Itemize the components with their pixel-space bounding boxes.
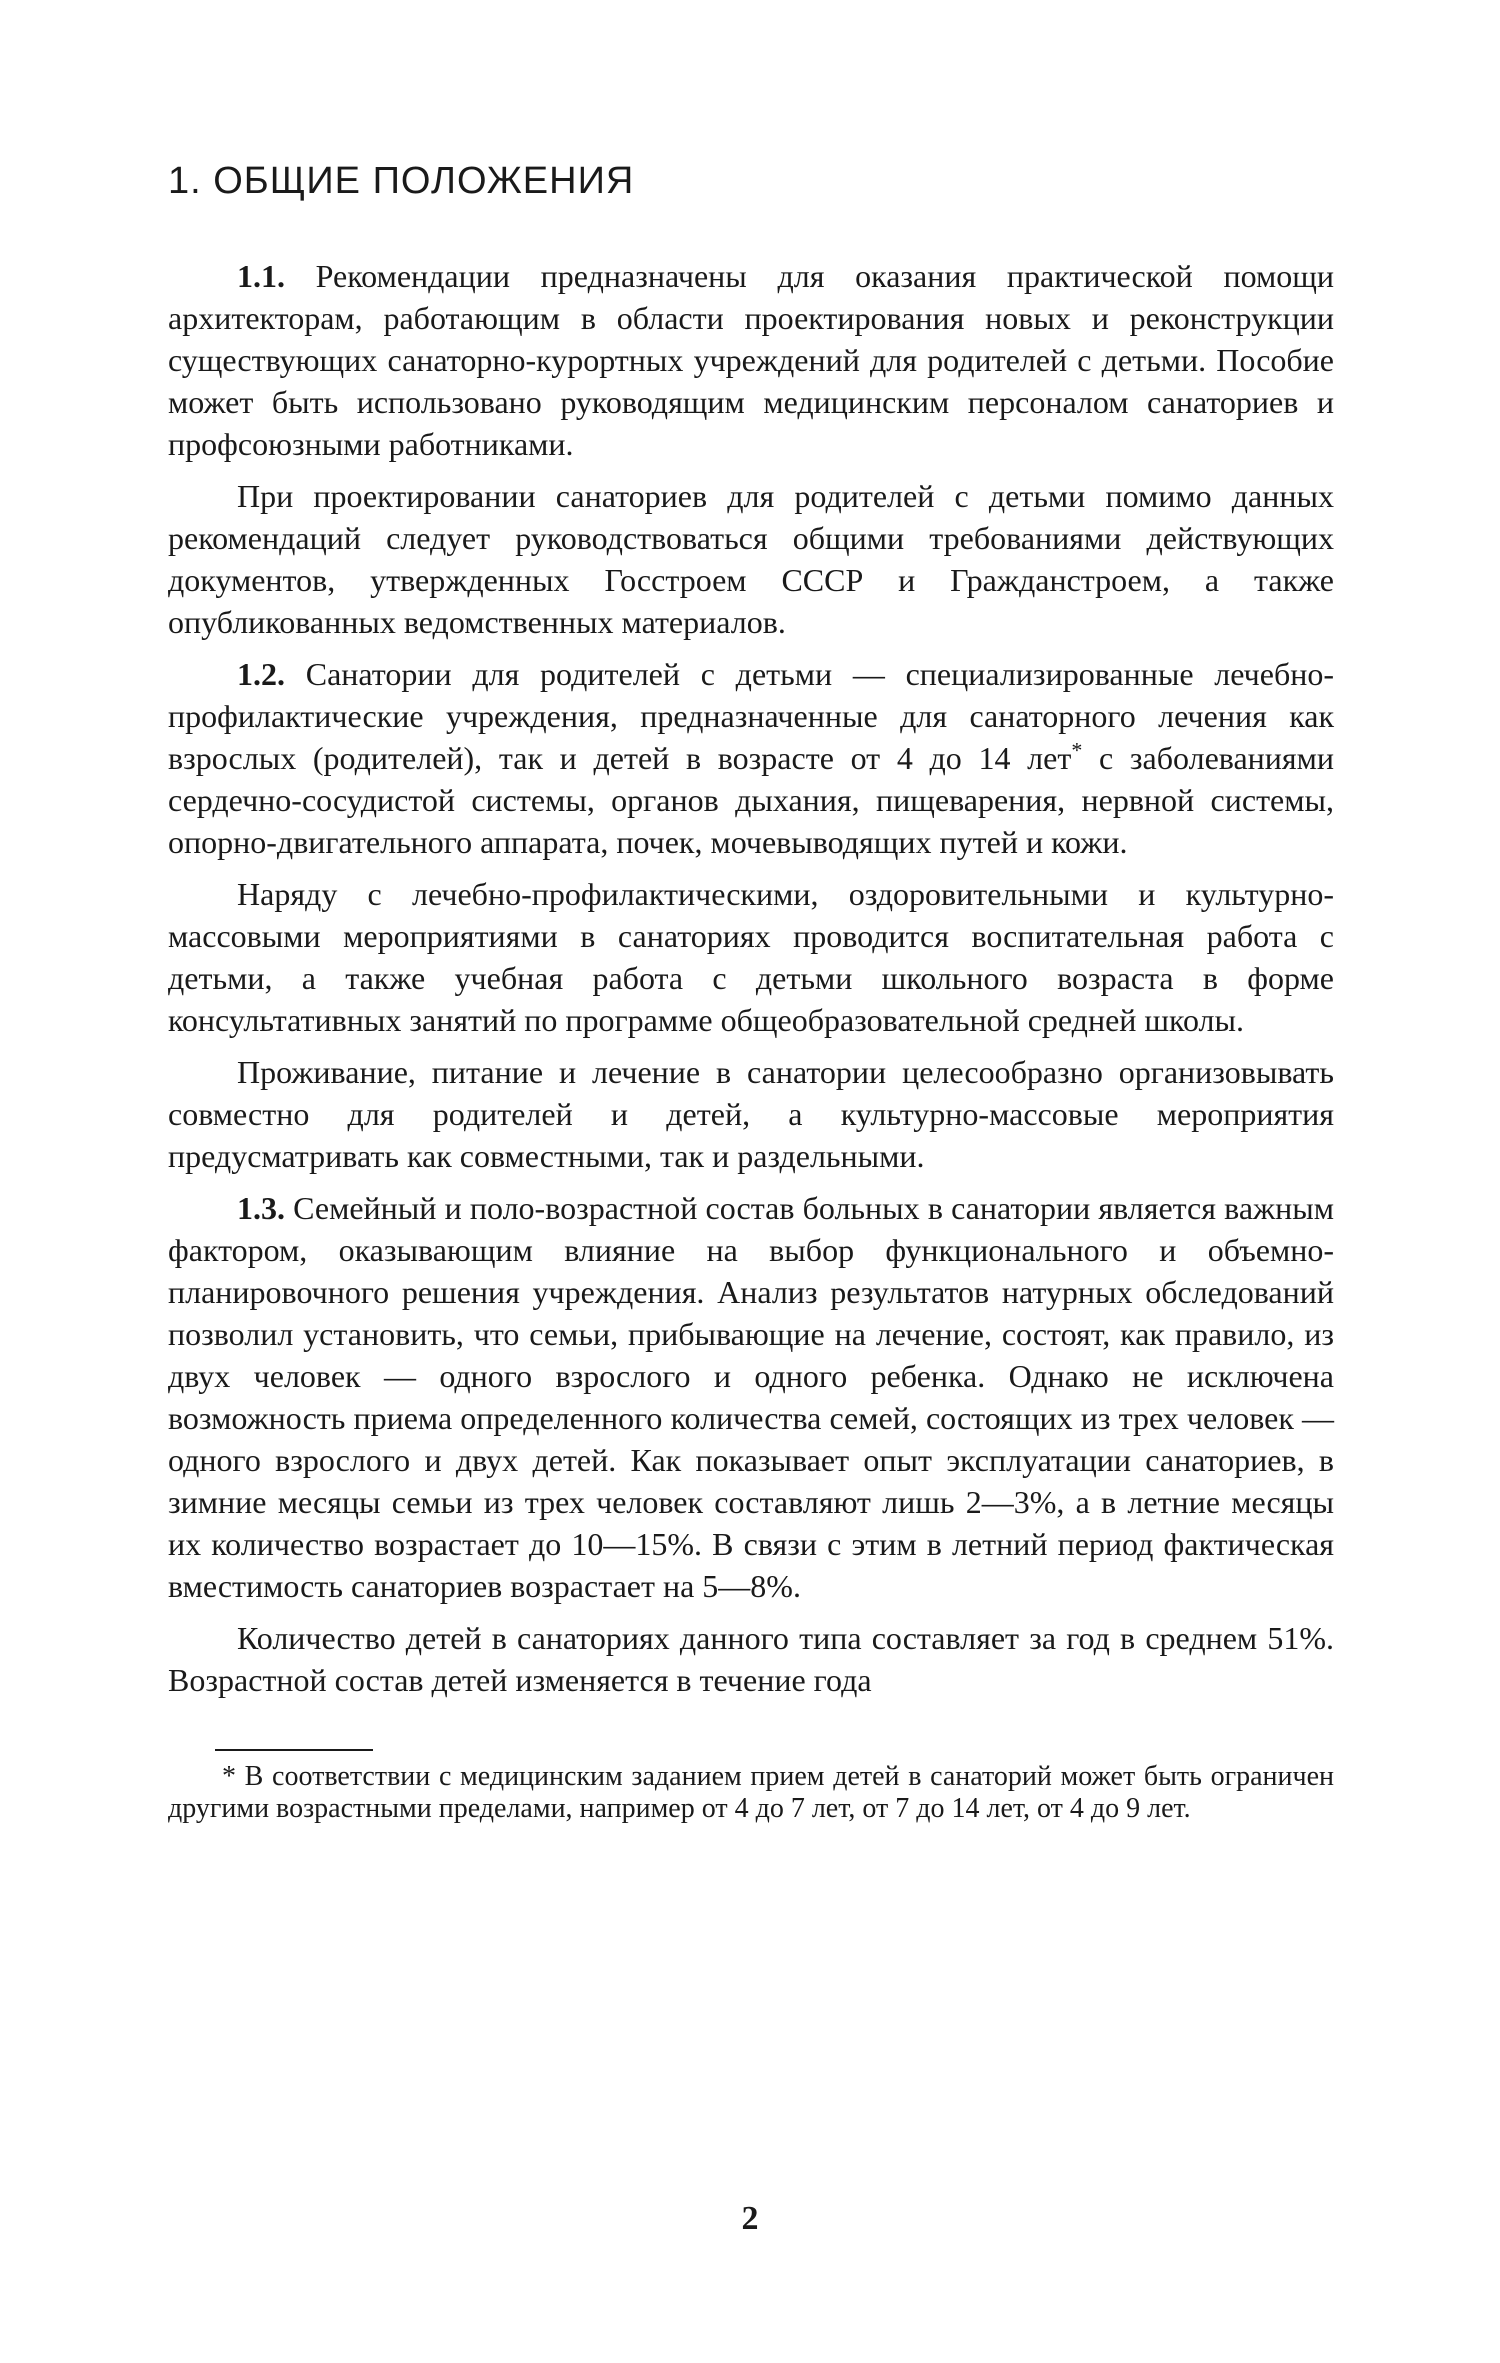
paragraph-text: Рекомендации предназначены для оказания практической помощи архитекторам, работающим в области проектирования новых и реконструкции существующих санаторно-курортных учреждений для родителей с детьми. Пособие может быть использовано руководящим медицинским персоналом санаториев и профсоюзными работниками.: [168, 258, 1334, 462]
paragraph-1-2: [168, 653, 1334, 863]
clause-number: 1.2.: [237, 656, 285, 692]
paragraph-text: с заболеваниями сердечно-сосудистой системы, органов дыхания, пищеварения, нервной системы, опорно-двигательного аппарата, почек, мочевыводящих путей и кожи.: [168, 740, 1335, 860]
paragraph-text: Санатории для родителей с детьми — специализированные лечебно-профилактические учреждения, предназначенные для санаторного лечения как взрослых (родителей), так и детей в возрасте от 4 до 14 лет: [168, 656, 1334, 776]
paragraph-accommodation: Проживание, питание и лечение в санатории целесообразно организовывать совместно для родителей и детей, а культурно-массовые мероприятия предусматривать как совместными, так и раздельными.: [168, 1054, 1334, 1174]
paragraph-1-1: [168, 255, 1334, 465]
section-title: 1. ОБЩИЕ ПОЛОЖЕНИЯ: [168, 160, 635, 202]
paragraph-text: Семейный и поло-возрастной состав больных в санатории является важным фактором, оказывающим влияние на выбор функционального и объемно-планировочного решения учреждения. Анализ результатов натурных обследований позволил установить, что семьи, прибывающие на лечение, состоят, как правило, из двух человек — одного взрослого и одного ребенка. Однако не исключена возможность приема определенного количества семей, состоящих из трех человек — одного взрослого и двух детей. Как показывает опыт эксплуатации санаториев, в зимние месяцы семьи из трех человек составляют лишь 2—3%, а в летние месяцы их количество возрастает до 10—15%. В связи с этим в летний период фактическая вместимость санаториев возрастает на 5—8%.: [168, 1190, 1334, 1604]
paragraph-children-count: Количество детей в санаториях данного типа составляет за год в среднем 51%. Возрастной состав детей изменяется в течение года: [168, 1620, 1334, 1698]
paragraph-educational-work: Наряду с лечебно-профилактическими, оздоровительными и культурно-массовыми мероприятиями в санаториях проводится воспитательная работа с детьми, а также учебная работа с детьми школьного возраста в форме консультативных занятий по программе общеобразовательной средней школы.: [168, 876, 1334, 1038]
clause-number: 1.3.: [237, 1190, 285, 1226]
document-page: [168, 160, 1334, 1825]
paragraph-design-guidance: При проектировании санаториев для родителей с детьми помимо данных рекомендаций следует руководствоваться общими требованиями действующих документов, утвержденных Госстроем СССР и Гражданстроем, а также опубликованных ведомственных материалов.: [168, 478, 1334, 640]
page-number: 2: [741, 2200, 759, 2237]
clause-number: 1.1.: [237, 258, 285, 294]
paragraph-1-3: [168, 1187, 1334, 1607]
footnote-mark: *: [1071, 737, 1083, 763]
footnote-divider: [215, 1749, 373, 1751]
footnote: * В соответствии с медицинским заданием прием детей в санаторий может быть ограничен другими возрастными пределами, например от 4 до 7 лет, от 7 до 14 лет, от 4 до 9 лет.: [168, 1761, 1334, 1824]
